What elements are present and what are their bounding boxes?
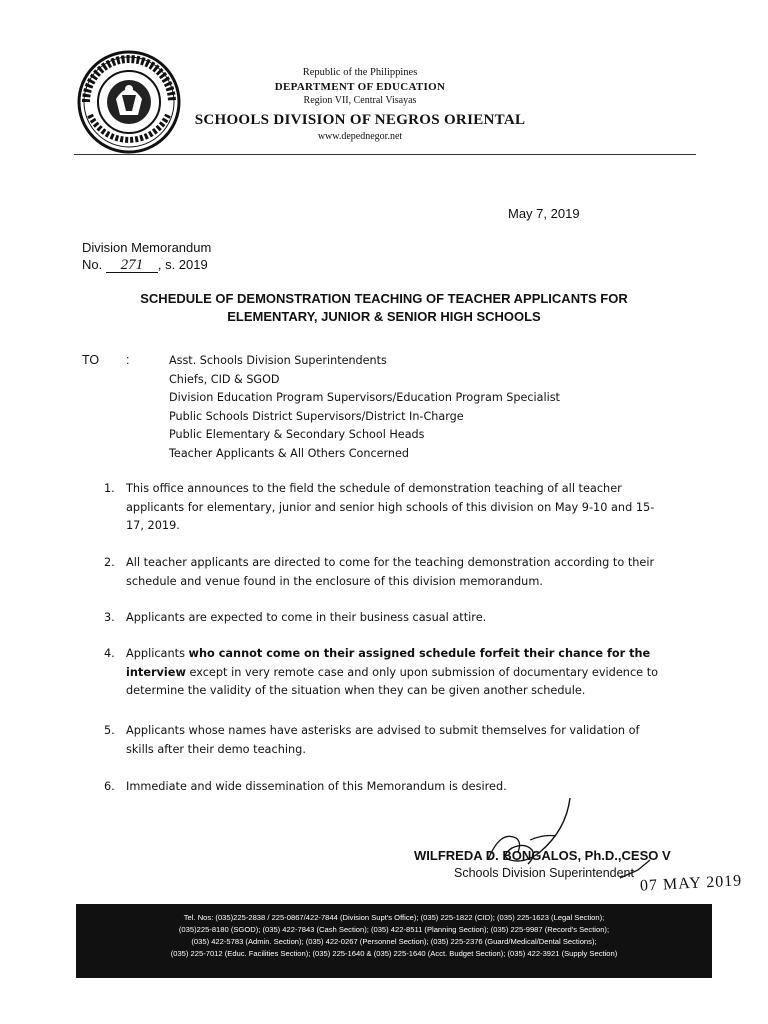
contact-footer	[76, 904, 712, 978]
memo-title-line2: ELEMENTARY, JUNIOR & SENIOR HIGH SCHOOLS	[227, 309, 541, 324]
memo-item-1	[104, 480, 664, 536]
memo-item-5	[104, 722, 664, 759]
header-republic: Republic of the Philippines	[302, 67, 418, 78]
item-text: All teacher applicants are directed to come for the teaching demonstration according to their schedule and venue found in the enclosure of this division memorandum.	[126, 556, 655, 588]
recipient-item: Public Schools District Supervisors/District In-Charge	[169, 409, 464, 423]
memo-number: 271	[106, 258, 158, 273]
memo-number-line	[82, 257, 208, 273]
footer-line: Tel. Nos: (035)225-2838 / 225-0867/422-7844 (Division Supt's Office); (035) 225-1822 (CID); (035) 225-1623 (Legal Section);	[183, 913, 605, 922]
item-number: 5.	[104, 724, 115, 737]
to-colon: :	[126, 353, 130, 367]
recipient-list	[169, 352, 560, 464]
date-stamp: 07 MAY 2019	[639, 872, 743, 895]
signatory-title: Schools Division Superintendent	[454, 866, 634, 880]
item-text: This office announces to the field the schedule of demonstration teaching of all teacher applicants for elementary, junior and senior high schools of this division on May 9-10 and 15-17, 2019.	[126, 482, 655, 533]
header-website: www.depednegor.net	[317, 131, 403, 142]
memo-item-2	[104, 554, 664, 591]
item-text	[126, 645, 664, 701]
header-region: Region VII, Central Visayas	[303, 95, 417, 106]
memo-title-line1: SCHEDULE OF DEMONSTRATION TEACHING OF TEACHER APPLICANTS FOR	[140, 291, 628, 306]
item-text-post: except in very remote case and only upon submission of documentary evidence to determine the validity of the situation when they can be given another schedule.	[126, 665, 659, 698]
recipient-item: Asst. Schools Division Superintendents	[169, 354, 387, 367]
item-number: 1.	[104, 482, 115, 495]
footer-line: (035) 225-7012 (Educ. Facilities Section); (035) 225-1640 & (035) 225-1640 (Acct. Budget Section); (035) 422-3921 (Supply Section)	[170, 949, 618, 958]
recipient-item: Teacher Applicants & All Others Concerned	[169, 446, 410, 460]
memo-date: May 7, 2019	[508, 206, 580, 221]
deped-seal	[76, 49, 182, 155]
memo-item-3	[104, 609, 664, 628]
item-number: 4.	[104, 647, 115, 660]
item-text: Immediate and wide dissemination of this Memorandum is desired.	[126, 780, 507, 793]
memo-label: Division Memorandum	[82, 240, 212, 255]
item-text-bold: who cannot come on their assigned schedule forfeit their chance for the interview	[126, 647, 651, 679]
memo-no-prefix: No.	[82, 257, 103, 272]
item-number: 2.	[104, 556, 115, 569]
header-division: SCHOOLS DIVISION OF NEGROS ORIENTAL	[194, 112, 526, 128]
signatory-name: WILFREDA D. BONGALOS, Ph.D.,CESO V	[414, 848, 671, 863]
item-text: Applicants whose names have asterisks are advised to submit themselves for validation of skills after their demo teaching.	[126, 724, 640, 756]
header-department: DEPARTMENT OF EDUCATION	[274, 81, 446, 93]
memo-series: , s. 2019	[157, 257, 208, 272]
item-number: 6.	[104, 780, 115, 793]
footer-line: (035)225-8180 (SGOD); (035) 422-7843 (Cash Section); (035) 422-8511 (Planning Section); (035) 225-9987 (Record's Section);	[178, 925, 610, 934]
header-rule	[74, 154, 696, 155]
item-number: 3.	[104, 611, 115, 624]
footer-line: (035) 422-5783 (Admin. Section); (035) 422-0267 (Personnel Section); (035) 225-2376 (Guard/Medical/Dental Sections);	[191, 937, 597, 946]
recipient-item: Chiefs, CID & SGOD	[169, 372, 280, 386]
memo-item-4	[104, 645, 664, 701]
memo-title	[90, 290, 678, 326]
item-text-pre: Applicants	[126, 647, 189, 660]
item-text: Applicants are expected to come in their business casual attire.	[126, 611, 487, 624]
to-label: TO	[82, 353, 100, 367]
recipient-item: Public Elementary & Secondary School Heads	[169, 428, 425, 442]
recipient-item: Division Education Program Supervisors/Education Program Specialist	[169, 391, 560, 405]
